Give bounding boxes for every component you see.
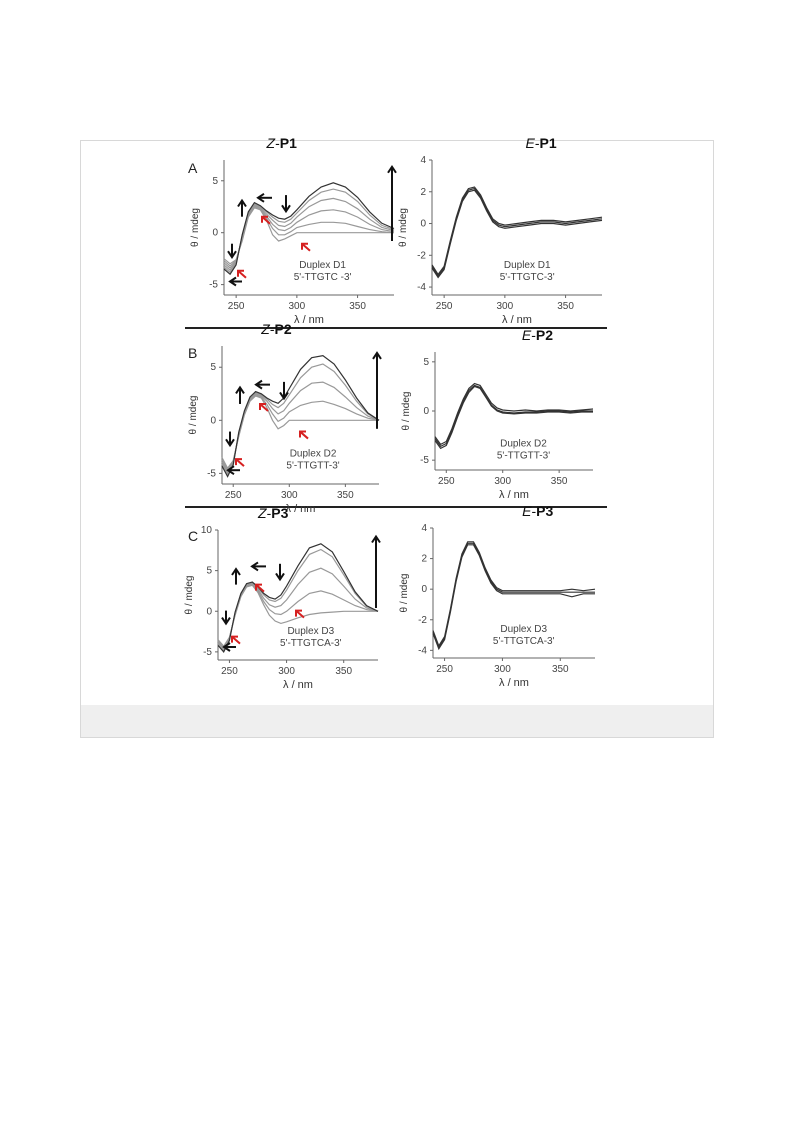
duplex-sequence: 5'-TTGTT-3' [496, 450, 551, 462]
duplex-sequence: 5'-TTGTCA-3' [492, 636, 555, 647]
x-tick-label: 300 [496, 301, 514, 312]
y-tick-label: 10 [200, 525, 212, 536]
y-tick-label: 4 [420, 155, 426, 166]
y-axis-label: θ / mdeg [401, 391, 412, 431]
y-tick-label: 4 [421, 523, 427, 534]
plot-area [190, 135, 396, 326]
duplex-label: Duplex D2 [500, 438, 547, 450]
x-tick-label: 300 [494, 664, 511, 675]
x-tick-label: 300 [280, 490, 298, 501]
y-tick-label: 0 [420, 218, 426, 230]
plot-area [398, 135, 602, 326]
title-dash: - [531, 503, 537, 519]
y-tick-label: -2 [418, 614, 427, 626]
y-tick-label: -5 [207, 468, 216, 480]
title-name: P1 [279, 135, 297, 151]
title-name: P1 [539, 135, 557, 151]
y-tick-label: 0 [421, 584, 427, 596]
duplex-sequence: 5'-TTGTT-3' [286, 460, 340, 472]
title-prefix: Z [266, 135, 276, 151]
title-prefix: Z [261, 321, 270, 337]
y-tick-label: 5 [206, 565, 212, 577]
y-tick-label: 5 [212, 175, 218, 187]
y-axis-label: θ / mdeg [398, 208, 409, 247]
red-arrow-1 [232, 637, 240, 644]
y-tick-label: -5 [209, 279, 218, 291]
x-tick-label: 350 [551, 664, 569, 675]
title-name: P3 [536, 503, 554, 519]
title-dash: - [534, 135, 540, 151]
title-name: P2 [535, 327, 554, 343]
x-tick-label: 250 [221, 666, 238, 677]
spectrum-line [224, 208, 394, 264]
title-prefix: E [522, 503, 532, 519]
chart-c-right [393, 498, 605, 698]
title-dash: - [275, 135, 280, 151]
x-tick-label: 300 [288, 301, 306, 312]
y-axis-label: θ / mdeg [188, 395, 199, 435]
panel-title [522, 327, 553, 343]
x-tick-label: 250 [436, 664, 453, 675]
red-arrow-1 [236, 459, 244, 466]
x-tick-label: 350 [337, 490, 354, 501]
x-tick-label: 250 [227, 301, 245, 312]
chart-a-right [392, 130, 612, 335]
title-prefix: E [525, 135, 535, 151]
title-prefix: E [521, 327, 532, 343]
panel-title [260, 321, 292, 337]
duplex-label: Duplex D1 [299, 260, 346, 271]
duplex-sequence: 5'-TTGTC-3' [499, 272, 555, 283]
x-tick-label: 350 [335, 666, 353, 677]
chart-b-left [182, 316, 389, 524]
chart-c-left [178, 500, 388, 700]
title-name: P2 [274, 321, 292, 337]
y-tick-label: 0 [206, 606, 212, 618]
y-tick-label: 0 [210, 415, 216, 427]
x-tick-label: 300 [278, 666, 295, 677]
title-dash: - [266, 505, 272, 521]
x-tick-label: 300 [494, 476, 512, 487]
red-arrow-3 [296, 611, 304, 618]
duplex-label: Duplex D1 [503, 260, 551, 271]
y-axis-label: θ / mdeg [399, 573, 410, 613]
y-tick-label: 2 [420, 186, 426, 198]
x-tick-label: 350 [349, 301, 366, 312]
panel-letter-a: A [188, 160, 198, 176]
chart-b-right [395, 322, 603, 510]
x-axis-label: λ / nm [283, 679, 313, 691]
plot-area [188, 321, 381, 515]
x-tick-label: 250 [437, 476, 455, 487]
title-dash: - [531, 327, 536, 343]
y-tick-label: 0 [423, 406, 429, 417]
plot-area [399, 503, 595, 689]
plot-area [401, 327, 593, 501]
duplex-label: Duplex D3 [287, 626, 335, 637]
title-name: P3 [271, 505, 289, 521]
panel-title [522, 503, 553, 519]
y-tick-label: -4 [417, 282, 426, 294]
spectrum-line [435, 385, 593, 446]
x-tick-label: 350 [557, 301, 574, 312]
x-axis-label: λ / nm [294, 314, 324, 326]
panel-title [266, 135, 298, 151]
panel-letter-c: C [188, 528, 199, 544]
red-arrow-3 [300, 432, 308, 439]
y-tick-label: -5 [420, 455, 429, 467]
y-tick-label: 0 [212, 227, 218, 239]
x-tick-label: 250 [435, 301, 453, 312]
panel-title [526, 135, 557, 151]
x-tick-label: 350 [550, 476, 568, 487]
y-tick-label: 5 [210, 362, 216, 374]
y-tick-label: 5 [423, 356, 429, 368]
red-arrow-1 [238, 271, 246, 278]
x-axis-label: λ / nm [285, 503, 316, 515]
panel-title [257, 505, 289, 521]
x-axis-label: λ / nm [502, 314, 532, 326]
y-tick-label: -4 [418, 645, 427, 657]
duplex-label: Duplex D3 [500, 624, 548, 635]
red-arrow-3 [302, 244, 310, 251]
title-prefix: Z [258, 505, 267, 521]
x-axis-label: λ / nm [499, 677, 529, 689]
duplex-sequence: 5'-TTGTC -3' [293, 272, 352, 283]
y-axis-label: θ / mdeg [184, 575, 195, 615]
y-tick-label: -5 [203, 646, 212, 658]
x-tick-label: 250 [224, 490, 242, 501]
y-tick-label: 2 [421, 553, 427, 565]
title-dash: - [269, 321, 275, 337]
plot-area [184, 505, 380, 691]
duplex-sequence: 5'-TTGTCA-3' [279, 638, 342, 649]
chart-a-left [184, 130, 404, 335]
duplex-label: Duplex D2 [289, 448, 337, 460]
panel-letter-b: B [188, 345, 198, 361]
x-axis-label: λ / nm [499, 489, 529, 501]
y-tick-label: -2 [417, 250, 426, 262]
y-axis-label: θ / mdeg [190, 208, 201, 247]
caption-band [80, 705, 714, 738]
